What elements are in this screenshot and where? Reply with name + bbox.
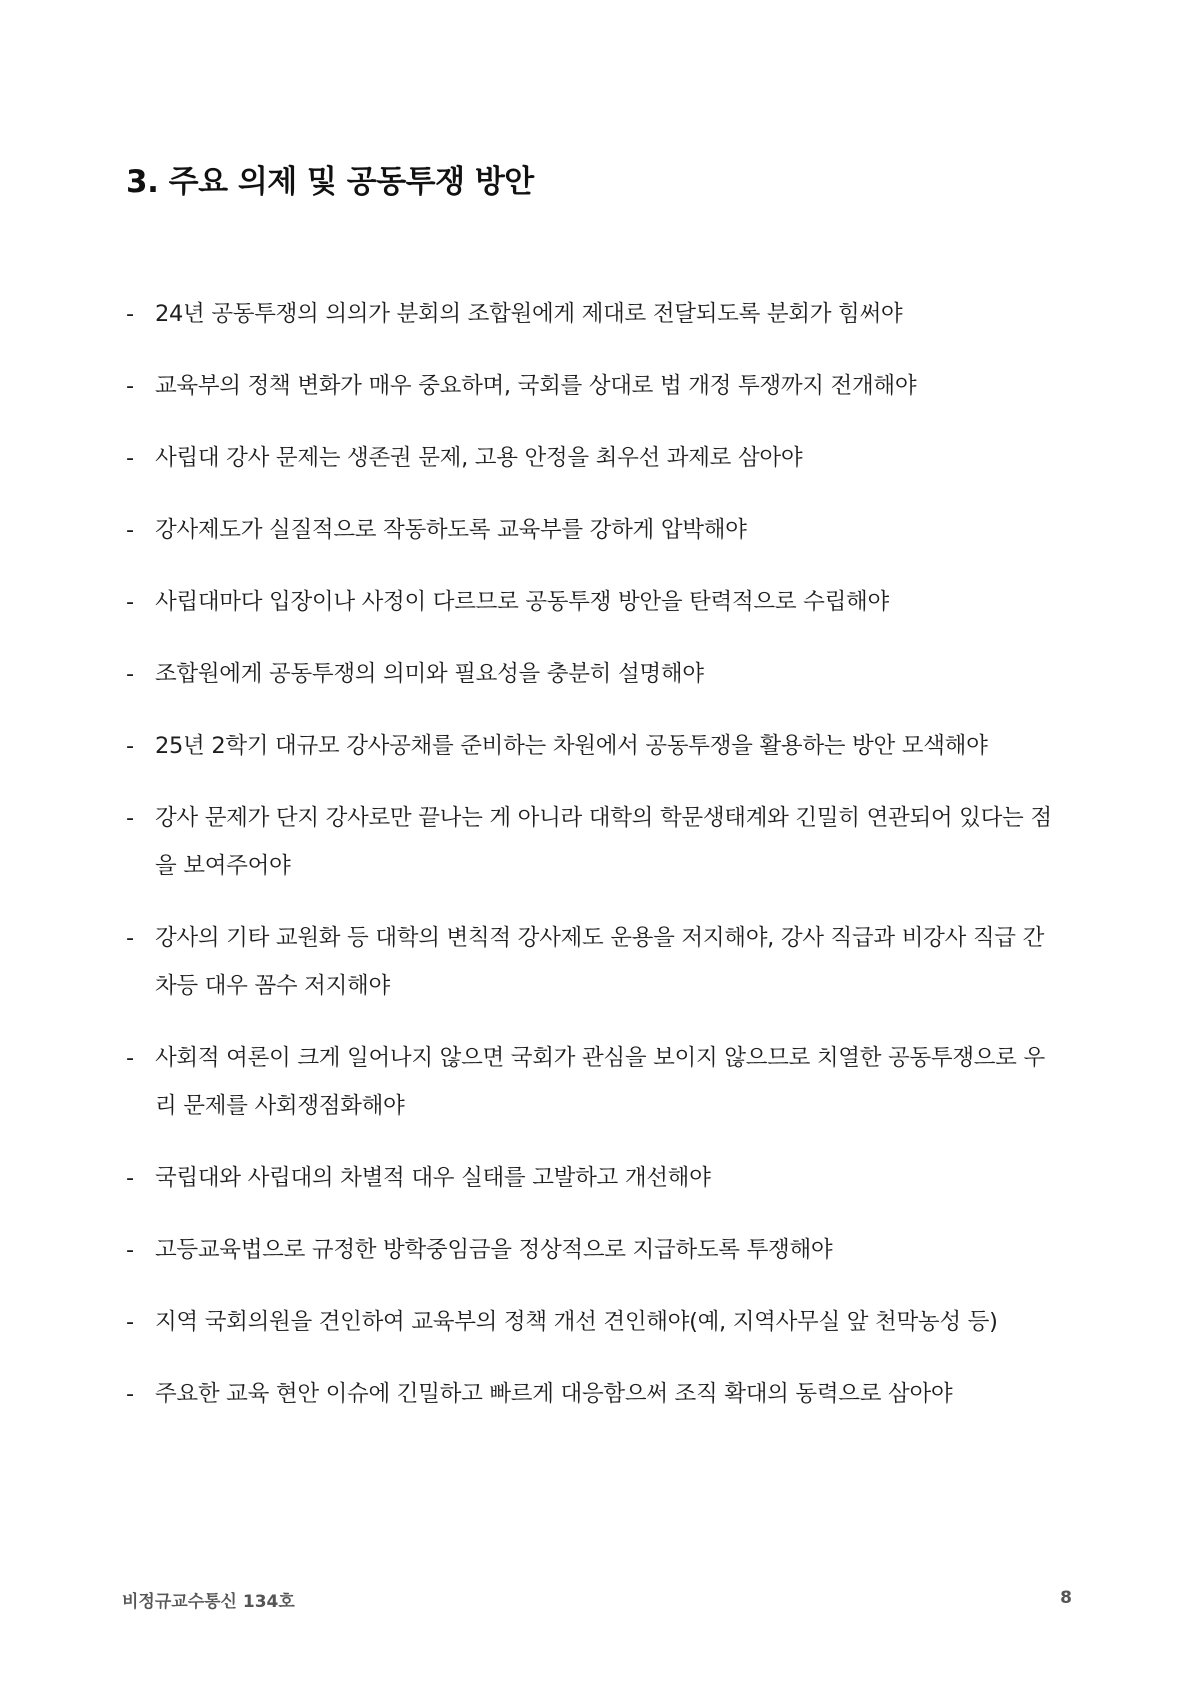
agenda-list bbox=[126, 290, 1066, 1442]
list-item bbox=[126, 1298, 1066, 1346]
bullet-dash: - bbox=[126, 1045, 134, 1071]
bullet-dash: - bbox=[126, 661, 134, 687]
list-item bbox=[126, 1154, 1066, 1202]
list-item-text: 강사의 기타 교원화 등 대학의 변칙적 강사제도 운용을 저지해야, 강사 직급과 비강사 직급 간 차등 대우 꼼수 저지해야 bbox=[155, 925, 1045, 999]
page-number: 8 bbox=[1060, 1588, 1072, 1608]
list-item bbox=[126, 506, 1066, 554]
bullet-dash: - bbox=[126, 373, 134, 399]
list-item-text: 사회적 여론이 크게 일어나지 않으면 국회가 관심을 보이지 않으므로 치열한 공동투쟁으로 우리 문제를 사회쟁점화해야 bbox=[155, 1045, 1045, 1119]
bullet-dash: - bbox=[126, 805, 134, 831]
list-item-text: 고등교육법으로 규정한 방학중임금을 정상적으로 지급하도록 투쟁해야 bbox=[155, 1237, 833, 1263]
list-item bbox=[126, 1370, 1066, 1418]
list-item-text: 25년 2학기 대규모 강사공채를 준비하는 차원에서 공동투쟁을 활용하는 방안 모색해야 bbox=[155, 733, 988, 759]
bullet-dash: - bbox=[126, 733, 134, 759]
list-item-text: 강사제도가 실질적으로 작동하도록 교육부를 강하게 압박해야 bbox=[155, 517, 747, 543]
list-item bbox=[126, 650, 1066, 698]
list-item-text: 조합원에게 공동투쟁의 의미와 필요성을 충분히 설명해야 bbox=[155, 661, 704, 687]
publication-name: 비정규교수통신 134호 bbox=[122, 1592, 295, 1612]
list-item bbox=[126, 362, 1066, 410]
bullet-dash: - bbox=[126, 301, 134, 327]
bullet-dash: - bbox=[126, 1165, 134, 1191]
list-item bbox=[126, 290, 1066, 338]
bullet-dash: - bbox=[126, 445, 134, 471]
list-item-text: 주요한 교육 현안 이슈에 긴밀하고 빠르게 대응함으써 조직 확대의 동력으로 삼아야 bbox=[155, 1381, 953, 1407]
list-item bbox=[126, 1226, 1066, 1274]
bullet-dash: - bbox=[126, 1381, 134, 1407]
list-item-text: 사립대마다 입장이나 사정이 다르므로 공동투쟁 방안을 탄력적으로 수립해야 bbox=[155, 589, 889, 615]
list-item-text: 지역 국회의원을 견인하여 교육부의 정책 개선 견인해야(예, 지역사무실 앞 천막농성 등) bbox=[155, 1309, 998, 1335]
list-item-text: 강사 문제가 단지 강사로만 끝나는 게 아니라 대학의 학문생태계와 긴밀히 연관되어 있다는 점을 보여주어야 bbox=[155, 805, 1052, 879]
list-item bbox=[126, 434, 1066, 482]
bullet-dash: - bbox=[126, 1309, 134, 1335]
bullet-dash: - bbox=[126, 517, 134, 543]
bullet-dash: - bbox=[126, 589, 134, 615]
list-item bbox=[126, 578, 1066, 626]
section-title: 3. 주요 의제 및 공동투쟁 방안 bbox=[126, 164, 534, 200]
list-item-text: 교육부의 정책 변화가 매우 중요하며, 국회를 상대로 법 개정 투쟁까지 전개해야 bbox=[155, 373, 917, 399]
list-item-text: 24년 공동투쟁의 의의가 분회의 조합원에게 제대로 전달되도록 분회가 힘써야 bbox=[155, 301, 903, 327]
list-item bbox=[126, 914, 1066, 1010]
bullet-dash: - bbox=[126, 1237, 134, 1263]
list-item-text: 사립대 강사 문제는 생존권 문제, 고용 안정을 최우선 과제로 삼아야 bbox=[155, 445, 803, 471]
list-item bbox=[126, 722, 1066, 770]
list-item bbox=[126, 794, 1066, 890]
list-item bbox=[126, 1034, 1066, 1130]
list-item-text: 국립대와 사립대의 차별적 대우 실태를 고발하고 개선해야 bbox=[155, 1165, 711, 1191]
bullet-dash: - bbox=[126, 925, 134, 951]
